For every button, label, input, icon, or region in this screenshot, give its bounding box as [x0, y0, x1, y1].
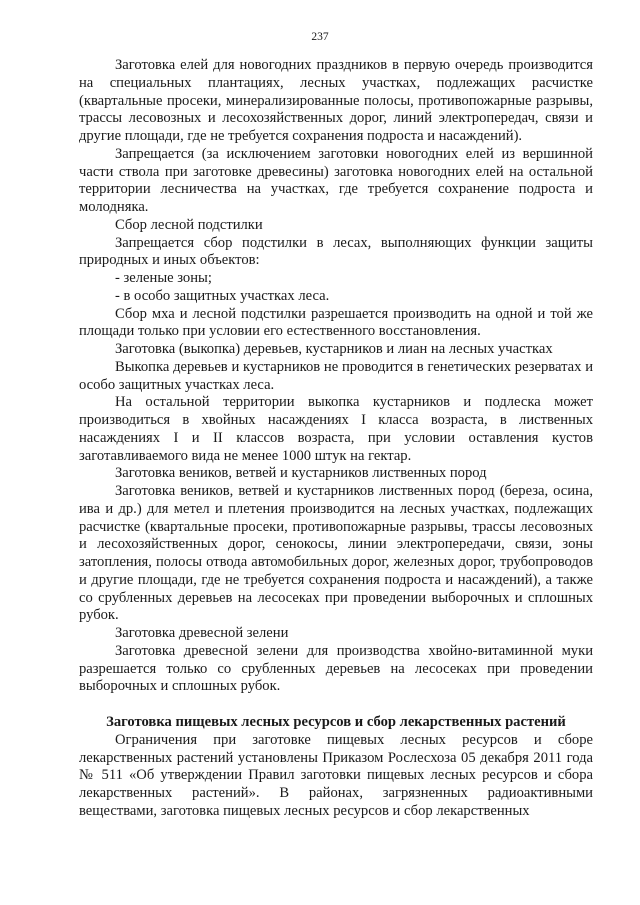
- paragraph-fir-prohibition: Запрещается (за исключением заготовки новогодних елей из вершинной части ствола при заготовке древесины) заготовка новогодних елей на остальной территории лесничества на участках, где требуется сохранение подроста и молодняка.: [79, 145, 593, 215]
- subheading-brooms-branches: Заготовка веников, ветвей и кустарников лиственных пород: [115, 465, 487, 482]
- subheading-forest-litter: Сбор лесной подстилки: [115, 216, 263, 233]
- document-body: [79, 57, 593, 821]
- page-number: 237: [311, 31, 329, 43]
- list-item-green-zones: - зеленые зоны;: [115, 270, 212, 286]
- section-heading-food-resources: Заготовка пищевых лесных ресурсов и сбор лекарственных растений: [106, 714, 566, 730]
- paragraph-food-resources-restrictions: Ограничения при заготовке пищевых лесных ресурсов и сборе лекарственных растений установлены Приказом Рослесхоза 05 декабря 2011 года № 511 «Об утверждении Правил заготовки пищевых лесных ресурсов и сбора лекарственных растений». В районах, загрязненных радиоактивными веществами, заготовка пищевых лесных ресурсов и сбор лекарственных: [79, 731, 593, 819]
- subheading-tree-digging: Заготовка (выкопка) деревьев, кустарников и лиан на лесных участках: [115, 341, 553, 357]
- paragraph-digging-restriction: Выкопка деревьев и кустарников не проводится в генетических резерватах и особо защитных участках леса.: [79, 358, 593, 393]
- paragraph-fir-harvest: Заготовка елей для новогодних праздников в первую очередь производится на специальных плантациях, лесных участках, подлежащих расчистке (квартальные просеки, минерализированные полосы, противопожарные разрывы, трассы лесовозных и лесохозяйственных дорог, линий электропередач, связи и другие площади, где не требуется сохранения подроста и насаждений).: [79, 57, 593, 144]
- paragraph-litter-prohibition: Запрещается сбор подстилки в лесах, выполняющих функции защиты природных и иных объектов:: [79, 234, 593, 269]
- list-item-protected-areas: - в особо защитных участках леса.: [115, 287, 330, 304]
- paragraph-digging-conditions: На остальной территории выкопка кустарников и подлеска может производиться в хвойных насаждениях I класса возраста, в лиственных насаждениях I и II классов возраста, при условии оставления кустов заготавливаемого вида не менее 1000 штук на гектар.: [79, 394, 593, 464]
- paragraph-brooms-harvest: Заготовка веников, ветвей и кустарников лиственных пород (береза, осина, ива и др.) для метел и плетения производится на лесных участках, подлежащих расчистке (квартальные просеки, противопожарные разрывы, трассы лесовозных и лесохозяйственных дорог, сенокосы, линии электропередачи, связи, зоны затопления, полосы отвода автомобильных дорог, железных дорог, трубопроводов и другие площади, где не требуется сохранения подроста и насаждений), а также со срубленных деревьев на лесосеках при проведении выборочных и сплошных рубок.: [79, 483, 593, 624]
- paragraph-moss-collection: Сбор мха и лесной подстилки разрешается производить на одной и той же площади только при условии его естественного восстановления.: [79, 305, 593, 340]
- paragraph-greenery-harvest: Заготовка древесной зелени для производства хвойно-витаминной муки разрешается только со срубленных деревьев на лесосеках при проведении выборочных и сплошных рубок.: [79, 642, 593, 695]
- subheading-wood-greenery: Заготовка древесной зелени: [115, 625, 289, 641]
